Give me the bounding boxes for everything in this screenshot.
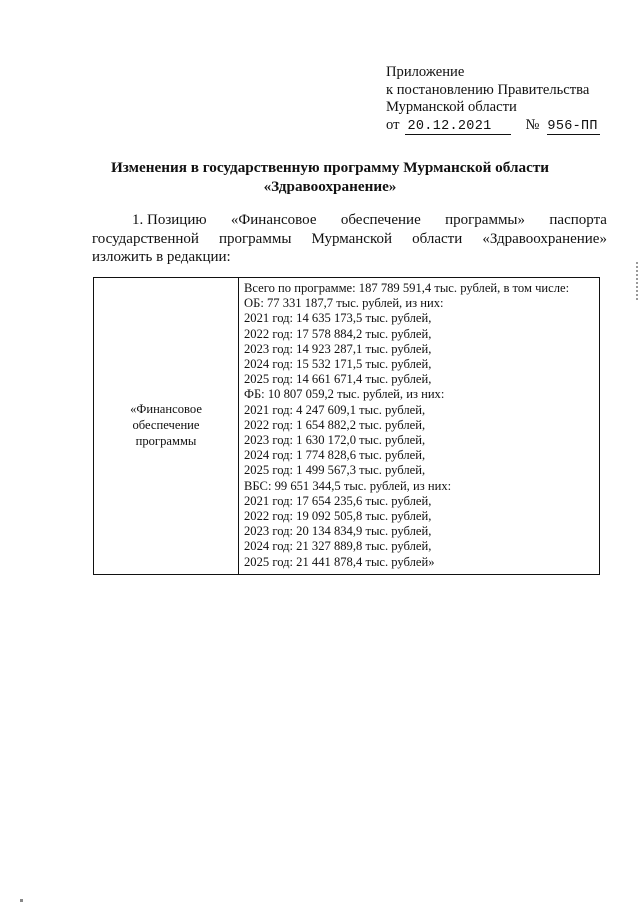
financing-row: 2022 год: 19 092 505,8 тыс. рублей, (244, 509, 432, 524)
financing-row: ВБС: 99 651 344,5 тыс. рублей, из них: (244, 478, 452, 493)
decree-date: 20.12.2021 (405, 119, 511, 135)
financing-row: 2025 год: 21 441 878,4 тыс. рублей» (244, 554, 435, 569)
financing-row: 2025 год: 1 499 567,3 тыс. рублей, (244, 463, 426, 478)
title-line-1: Изменения в государственную программу Мурманской области (110, 159, 550, 176)
financing-row: ФБ: 10 807 059,2 тыс. рублей, из них: (244, 387, 445, 402)
label-line: программы (135, 433, 197, 448)
label-line: «Финансовое (130, 402, 202, 417)
financing-row: 2024 год: 1 774 828,6 тыс. рублей, (244, 448, 426, 463)
appendix-header (386, 64, 626, 135)
paragraph-word: «Финансовое (230, 212, 317, 228)
financing-row: ОБ: 77 331 187,7 тыс. рублей, из них: (244, 296, 444, 311)
paragraph-line-2 (92, 230, 607, 249)
financing-table (93, 277, 600, 575)
decree-date-number-row (386, 117, 626, 135)
paragraph-word: государственной (92, 230, 199, 247)
appendix-region: Мурманской области (386, 99, 517, 115)
paragraph-word: «Здравоохранение» (482, 230, 607, 247)
paragraph-word: обеспечение (340, 212, 421, 228)
financing-row: 2021 год: 14 635 173,5 тыс. рублей, (244, 311, 432, 326)
paragraph-word: программы (219, 230, 292, 247)
financing-row: 2022 год: 1 654 882,2 тыс. рублей, (244, 417, 426, 432)
paragraph-line-1 (92, 211, 607, 230)
financing-row: 2025 год: 14 661 671,4 тыс. рублей, (244, 372, 432, 387)
decree-number: 956-ПП (547, 118, 598, 134)
financing-label-cell (94, 278, 239, 574)
paragraph-word: паспорта (549, 212, 607, 228)
document-title (60, 158, 600, 196)
appendix-label: Приложение (386, 64, 465, 80)
label-line: обеспечение (132, 418, 200, 433)
financing-values-cell (239, 278, 599, 574)
date-prefix: от (386, 116, 400, 133)
paragraph-word: области (412, 230, 463, 247)
financing-row: 2024 год: 15 532 171,5 тыс. рублей, (244, 357, 432, 372)
financing-row: 2021 год: 17 654 235,6 тыс. рублей, (244, 493, 432, 508)
appendix-decree-ref: к постановлению Правительства (386, 81, 590, 98)
paragraph-word: программы» (445, 212, 526, 228)
financing-row: 2023 год: 20 134 834,9 тыс. рублей, (244, 524, 432, 539)
title-line-2: «Здравоохранение» (263, 178, 397, 195)
financing-row: 2022 год: 17 578 884,2 тыс. рублей, (244, 326, 432, 341)
paragraph-word: Мурманской (311, 230, 393, 247)
financing-row: Всего по программе: 187 789 591,4 тыс. рублей, в том числе: (244, 281, 570, 295)
number-prefix: № (525, 116, 540, 133)
financing-row: 2021 год: 4 247 609,1 тыс. рублей, (244, 402, 426, 417)
financing-row: 2023 год: 1 630 172,0 тыс. рублей, (244, 433, 426, 448)
paragraph-word: 1. Позицию (132, 212, 207, 228)
financing-row: 2023 год: 14 923 287,1 тыс. рублей, (244, 341, 432, 356)
scan-dust-speck (20, 899, 23, 902)
scan-edge-mark (636, 262, 638, 302)
financing-row: 2024 год: 21 327 889,8 тыс. рублей, (244, 539, 432, 554)
paragraph-line-3: изложить в редакции: (92, 249, 231, 265)
amendment-paragraph (92, 211, 607, 267)
